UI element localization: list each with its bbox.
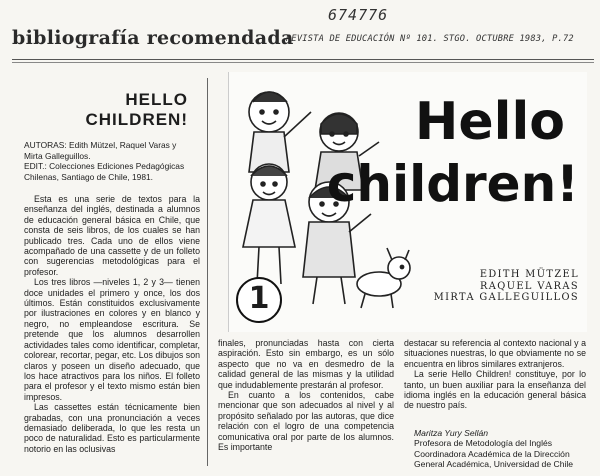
- review-title: [20, 90, 188, 130]
- book-cover-image: [228, 72, 587, 332]
- header-rule-thin: [12, 62, 594, 63]
- reviewer-title: Coordinadora Académica de la Dirección: [414, 448, 570, 459]
- cover-level-number: 1: [248, 281, 270, 316]
- meta-line: Mirta Galleguillos.: [24, 150, 91, 161]
- paragraph: destacar su referencia al contexto nacional y a situaciones nuestras, lo que obviamente no se encuentra en libros similares extranjeros.: [404, 338, 586, 369]
- handwritten-number: 674776: [328, 6, 389, 24]
- cover-author: EDITH MÜTZEL: [479, 269, 579, 280]
- section-header: bibliografía recomendada: [12, 27, 294, 49]
- paragraph: La serie Hello Children! constituye, por lo tanto, un buen auxiliar para la enseñanza del idioma inglés en la educación general básica de nuestro país.: [404, 369, 586, 411]
- header-rule: [12, 59, 594, 60]
- reviewer-title: Profesora de Metodología del Inglés: [414, 438, 553, 449]
- review-column-1: [24, 194, 200, 468]
- cover-title-children: children!: [326, 155, 579, 213]
- review-title-line2: CHILDREN!: [85, 110, 188, 129]
- paragraph: Las cassettes están técnicamente bien grabadas, con una pronunciación a veces demasiado deliberada, lo que les resta un poco de naturalidad. Esto es particularmente notorio en las oclusivas: [24, 402, 200, 454]
- reviewer-signature: [414, 428, 594, 470]
- paragraph: finales, pronunciadas hasta con cierta aspiración. Esto sin embargo, es un sólo aspecto que no va en desmedro de la calidad general de las mismas y la utilidad que indudablemente prestarán al profesor.: [218, 338, 394, 390]
- reviewer-title: General Académica, Universidad de Chile: [414, 459, 574, 470]
- meta-line: AUTORAS: Edith Mützel, Raquel Varas y: [24, 140, 177, 150]
- handwritten-citation: REVISTA DE EDUCACIÓN Nº 101. STGO. OCTUBRE 1983, P.72: [286, 34, 574, 44]
- cover-title-hello: Hello: [414, 92, 565, 152]
- cover-author: RAQUEL VARAS: [480, 280, 579, 292]
- column-divider: [207, 78, 208, 466]
- review-title-line1: HELLO: [125, 90, 188, 109]
- reviewer-name: Maritza Yury Sellán: [414, 428, 489, 438]
- meta-line: Chilenas, Santiago de Chile, 1981.: [24, 171, 153, 182]
- paragraph: Esta es una serie de textos para la enseñanza del inglés, destinada a alumnos de educación general básica en Chile, que consta de seis libros, de los cuales se han publicado tres. Cada uno de ellos viene acompañado de una cassette y de un folleto con sugerencias metodológicas para el profesor.: [24, 194, 200, 277]
- paragraph: Los tres libros —niveles 1, 2 y 3— tienen doce unidades el primero y once, los dos últimos. Están constituidos exclusivamente por ilustraciones en colores y en blanco y negro, no empleandose escritura. Se pretende que los alumnos desarrollen actividades tales como identificar, completar, colorear, recortar, pegar, etc. Los dibujos son claros y poseen un diseño adecuado, que los hace atractivos para los niños. El folleto para el profesor y el texto mismo están bien impresos.: [24, 277, 200, 402]
- review-column-2: [218, 338, 394, 472]
- meta-line: EDIT.: Colecciones Ediciones Pedagógicas: [24, 161, 185, 172]
- review-meta: [24, 140, 200, 182]
- review-column-3: [404, 338, 586, 411]
- cover-authors: [389, 269, 579, 304]
- cover-author: MIRTA GALLEGUILLOS: [433, 292, 579, 303]
- paragraph: En cuanto a los contenidos, cabe mencionar que son adecuados al nivel y al propósito señalado por las autoras, que dice relación con el logro de una competencia comunicativa oral por parte de los alumnos. Es importante: [218, 390, 394, 453]
